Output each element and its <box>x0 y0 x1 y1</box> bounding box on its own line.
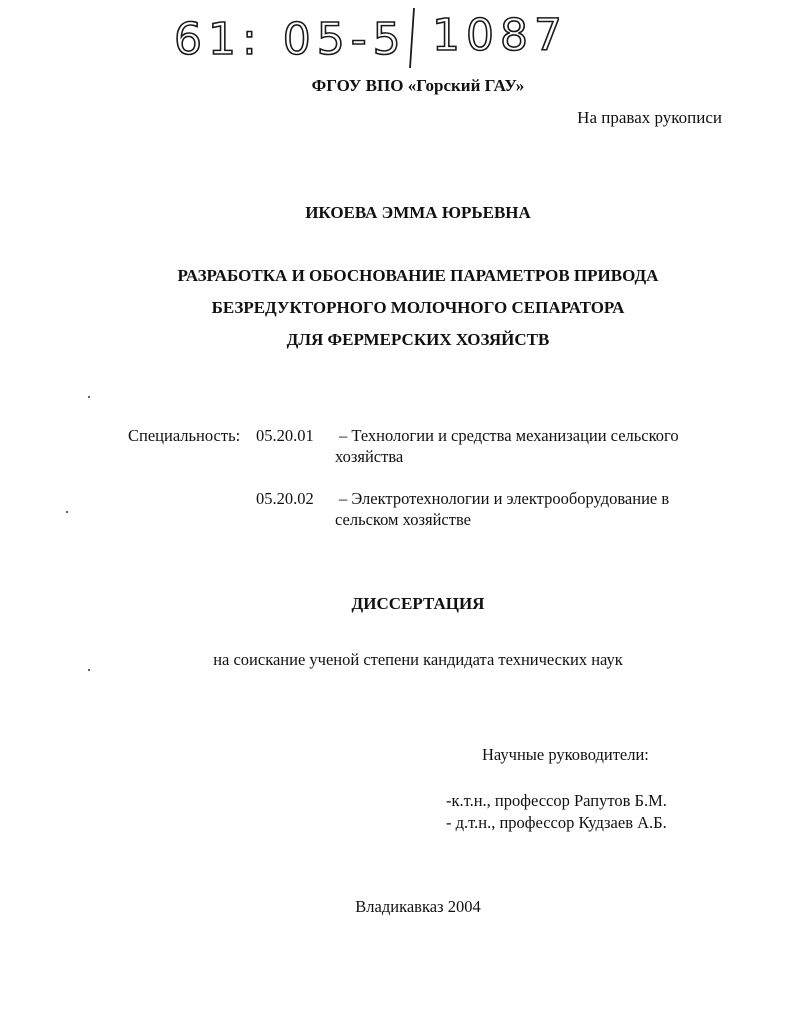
handwritten-number-part1: 61: 05-5 <box>174 14 407 65</box>
supervisors-label: Научные руководители: <box>482 745 649 764</box>
scan-speck <box>88 669 90 671</box>
handwritten-archive-number <box>170 6 570 68</box>
specialty-1-text-line2: хозяйства <box>335 447 404 466</box>
document-type: ДИССЕРТАЦИЯ <box>351 594 485 613</box>
handwritten-number-part2: 1087 <box>432 10 568 61</box>
handwritten-divider <box>410 8 414 68</box>
organization-name: ФГОУ ВПО «Горский ГАУ» <box>311 76 525 95</box>
specialty-1-code: 05.20.01 <box>256 426 314 445</box>
scan-speck <box>66 511 68 513</box>
degree-line: на соискание ученой степени кандидата технических наук <box>213 650 623 669</box>
title-line-1: РАЗРАБОТКА И ОБОСНОВАНИЕ ПАРАМЕТРОВ ПРИВОДА <box>177 266 659 285</box>
supervisor-2: - д.т.н., профессор Кудзаев А.Б. <box>446 813 667 832</box>
title-line-3: ДЛЯ ФЕРМЕРСКИХ ХОЗЯЙСТВ <box>286 330 550 349</box>
title-line-2: БЕЗРЕДУКТОРНОГО МОЛОЧНОГО СЕПАРАТОРА <box>211 298 625 317</box>
specialty-label: Специальность: <box>128 426 241 445</box>
rights-note: На правах рукописи <box>577 108 722 127</box>
author-name: ИКОЕВА ЭММА ЮРЬЕВНА <box>305 203 531 222</box>
specialty-2-code: 05.20.02 <box>256 489 314 508</box>
specialty-2-text-line1: – Электротехнологии и электрооборудование в <box>339 489 670 508</box>
specialty-1-text-line1: – Технологии и средства механизации сельского <box>339 426 679 445</box>
city-year: Владикавказ 2004 <box>355 897 481 916</box>
scan-speck <box>88 396 90 398</box>
specialty-2-text-line2: сельском хозяйстве <box>335 510 471 529</box>
supervisor-1: -к.т.н., профессор Рапутов Б.М. <box>446 791 667 810</box>
